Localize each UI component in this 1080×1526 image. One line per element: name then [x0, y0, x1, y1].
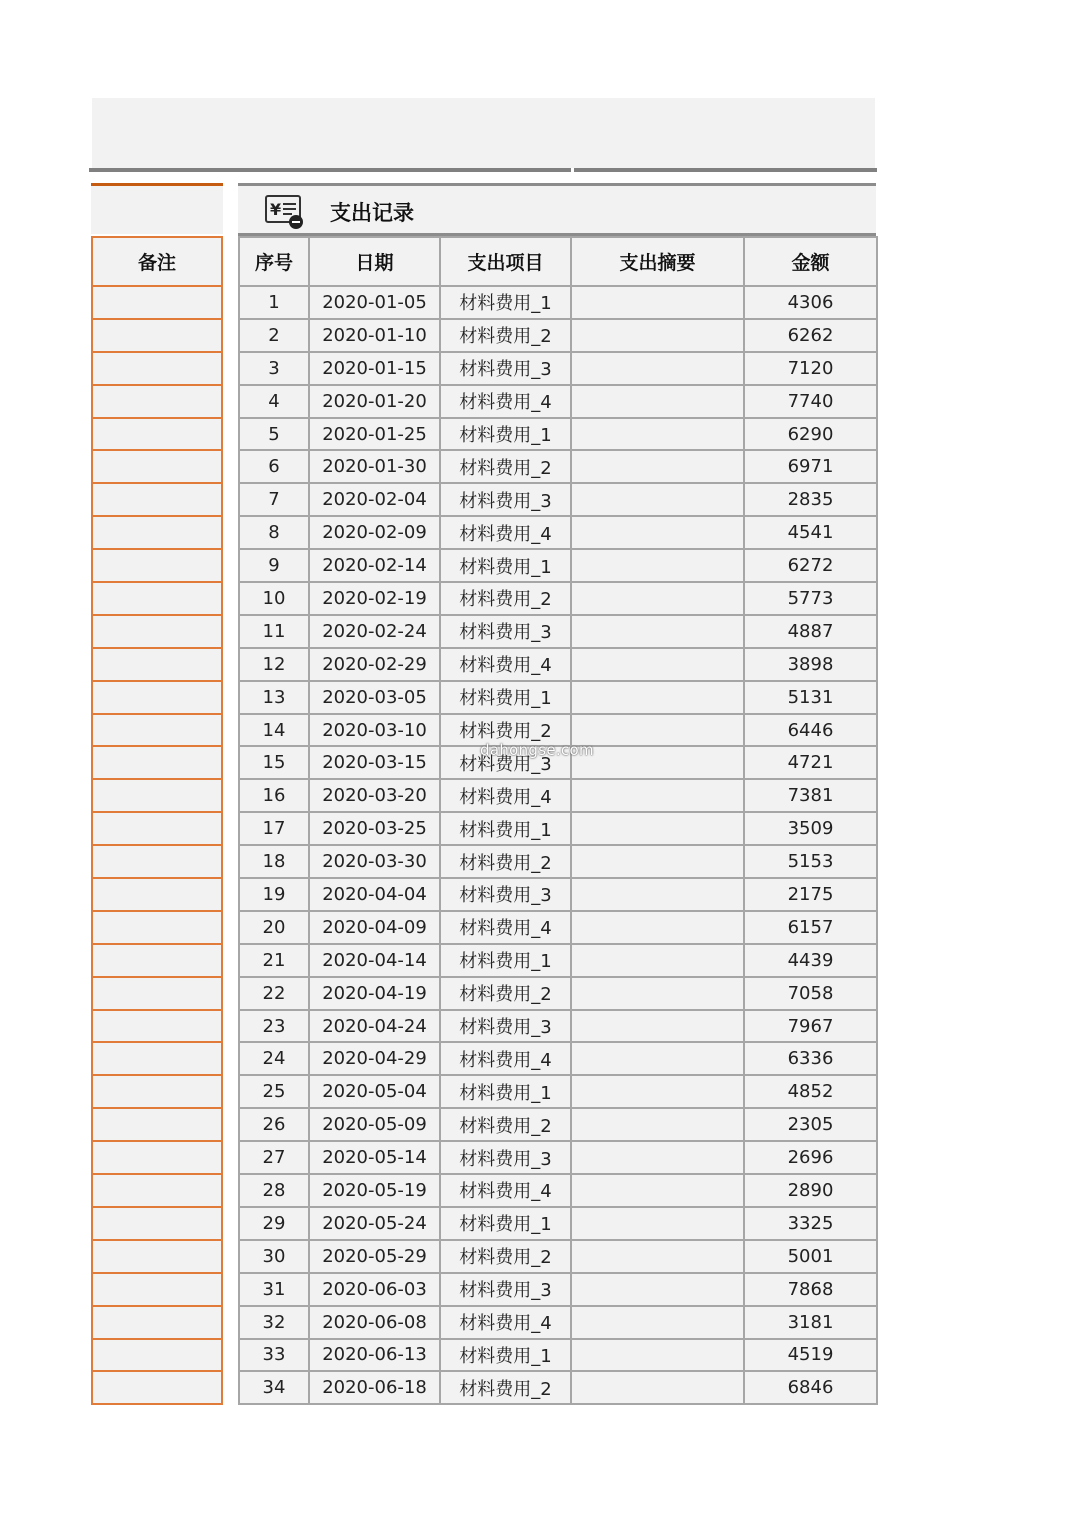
table-row — [239, 1108, 877, 1141]
cell-amount[interactable]: 6272 — [744, 549, 877, 582]
cell-seq[interactable]: 20 — [239, 911, 309, 944]
cell-date[interactable]: 2020-06-03 — [309, 1273, 440, 1306]
cell-seq[interactable]: 25 — [239, 1075, 309, 1108]
cell-summary[interactable] — [571, 1240, 744, 1273]
cell-item[interactable]: 材料费用_3 — [440, 878, 571, 911]
notes-cell[interactable] — [92, 845, 222, 878]
notes-row — [92, 878, 222, 911]
notes-cell[interactable] — [92, 1010, 222, 1043]
column-header-date: 日期 — [309, 237, 440, 286]
cell-date[interactable]: 2020-05-24 — [309, 1207, 440, 1240]
cell-item[interactable]: 材料费用_2 — [440, 1108, 571, 1141]
table-row — [239, 286, 877, 319]
cell-amount[interactable]: 7120 — [744, 352, 877, 385]
notes-cell[interactable] — [92, 1371, 222, 1404]
cell-summary[interactable] — [571, 878, 744, 911]
notes-row — [92, 1108, 222, 1141]
notes-row — [92, 1240, 222, 1273]
cell-seq[interactable]: 34 — [239, 1371, 309, 1404]
table-row — [239, 418, 877, 451]
cell-seq[interactable]: 31 — [239, 1273, 309, 1306]
cell-amount[interactable]: 3325 — [744, 1207, 877, 1240]
cell-summary[interactable] — [571, 944, 744, 977]
notes-cell[interactable] — [92, 1273, 222, 1306]
cell-summary[interactable] — [571, 1371, 744, 1404]
cell-summary[interactable] — [571, 1010, 744, 1043]
table-row — [239, 779, 877, 812]
table-row — [239, 516, 877, 549]
cell-seq[interactable]: 2 — [239, 319, 309, 352]
cell-date[interactable]: 2020-04-09 — [309, 911, 440, 944]
notes-row — [92, 1141, 222, 1174]
cell-date[interactable]: 2020-03-10 — [309, 714, 440, 747]
cell-amount[interactable]: 4541 — [744, 516, 877, 549]
cell-seq[interactable]: 6 — [239, 450, 309, 483]
cell-date[interactable]: 2020-01-30 — [309, 450, 440, 483]
notes-row — [92, 582, 222, 615]
notes-cell[interactable] — [92, 1174, 222, 1207]
cell-amount[interactable]: 5131 — [744, 681, 877, 714]
cell-date[interactable]: 2020-03-20 — [309, 779, 440, 812]
watermark: dahongse.com — [480, 741, 594, 759]
notes-row — [92, 779, 222, 812]
cell-date[interactable]: 2020-03-25 — [309, 812, 440, 845]
cell-seq[interactable]: 1 — [239, 286, 309, 319]
notes-row — [92, 352, 222, 385]
cell-date[interactable]: 2020-02-09 — [309, 516, 440, 549]
title-band — [238, 186, 876, 234]
cell-amount[interactable]: 6336 — [744, 1042, 877, 1075]
column-header-item: 支出项目 — [440, 237, 571, 286]
cell-date[interactable]: 2020-03-05 — [309, 681, 440, 714]
expense-records-table — [238, 236, 878, 1405]
cell-summary[interactable] — [571, 1075, 744, 1108]
cell-date[interactable]: 2020-05-09 — [309, 1108, 440, 1141]
notes-row — [92, 549, 222, 582]
cell-summary[interactable] — [571, 812, 744, 845]
top-divider-right — [574, 168, 877, 172]
notes-row — [92, 1273, 222, 1306]
notes-cell[interactable] — [92, 385, 222, 418]
table-row — [239, 812, 877, 845]
cell-summary[interactable] — [571, 1339, 744, 1372]
cell-summary[interactable] — [571, 516, 744, 549]
cell-seq[interactable]: 16 — [239, 779, 309, 812]
table-row — [239, 385, 877, 418]
notes-cell[interactable] — [92, 911, 222, 944]
cell-summary[interactable] — [571, 977, 744, 1010]
table-row — [239, 1240, 877, 1273]
notes-cell[interactable] — [92, 714, 222, 747]
cell-summary[interactable] — [571, 385, 744, 418]
notes-row — [92, 845, 222, 878]
cell-date[interactable]: 2020-01-05 — [309, 286, 440, 319]
notes-row — [92, 1075, 222, 1108]
cell-summary[interactable] — [571, 1042, 744, 1075]
cell-seq[interactable]: 18 — [239, 845, 309, 878]
notes-cell[interactable] — [92, 779, 222, 812]
cell-date[interactable]: 2020-05-04 — [309, 1075, 440, 1108]
cell-item[interactable]: 材料费用_3 — [440, 615, 571, 648]
cell-date[interactable]: 2020-04-19 — [309, 977, 440, 1010]
notes-cell[interactable] — [92, 944, 222, 977]
table-row — [239, 1010, 877, 1043]
notes-row — [92, 516, 222, 549]
notes-cell[interactable] — [92, 1306, 222, 1339]
column-header-summary: 支出摘要 — [571, 237, 744, 286]
cell-summary[interactable] — [571, 845, 744, 878]
cell-date[interactable]: 2020-02-19 — [309, 582, 440, 615]
notes-cell[interactable] — [92, 1108, 222, 1141]
cell-seq[interactable]: 30 — [239, 1240, 309, 1273]
cell-amount[interactable]: 7381 — [744, 779, 877, 812]
cell-seq[interactable]: 7 — [239, 483, 309, 516]
table-row — [239, 1141, 877, 1174]
notes-cell[interactable] — [92, 549, 222, 582]
cell-amount[interactable]: 4721 — [744, 746, 877, 779]
notes-cell[interactable] — [92, 1075, 222, 1108]
cell-item[interactable]: 材料费用_3 — [440, 746, 571, 779]
notes-cell[interactable] — [92, 418, 222, 451]
cell-summary[interactable] — [571, 582, 744, 615]
notes-row — [92, 483, 222, 516]
cell-item[interactable]: 材料费用_1 — [440, 286, 571, 319]
cell-amount[interactable]: 3509 — [744, 812, 877, 845]
cell-item[interactable]: 材料费用_1 — [440, 812, 571, 845]
cell-item[interactable]: 材料费用_2 — [440, 977, 571, 1010]
table-header-row — [239, 237, 877, 286]
notes-row — [92, 812, 222, 845]
cell-seq[interactable]: 21 — [239, 944, 309, 977]
cell-amount[interactable]: 6446 — [744, 714, 877, 747]
cell-summary[interactable] — [571, 648, 744, 681]
cell-item[interactable]: 材料费用_2 — [440, 319, 571, 352]
cell-item[interactable]: 材料费用_1 — [440, 944, 571, 977]
cell-item[interactable]: 材料费用_1 — [440, 1075, 571, 1108]
table-row — [239, 582, 877, 615]
notes-cell[interactable] — [92, 319, 222, 352]
cell-seq[interactable]: 12 — [239, 648, 309, 681]
notes-cell[interactable] — [92, 582, 222, 615]
cell-amount[interactable]: 4306 — [744, 286, 877, 319]
notes-row — [92, 1010, 222, 1043]
notes-cell[interactable] — [92, 878, 222, 911]
cell-item[interactable]: 材料费用_1 — [440, 1339, 571, 1372]
notes-cell[interactable] — [92, 746, 222, 779]
cell-seq[interactable]: 27 — [239, 1141, 309, 1174]
cell-date[interactable]: 2020-04-04 — [309, 878, 440, 911]
cell-amount[interactable]: 2835 — [744, 483, 877, 516]
notes-cell[interactable] — [92, 1339, 222, 1372]
cell-item[interactable]: 材料费用_2 — [440, 1371, 571, 1404]
cell-item[interactable]: 材料费用_3 — [440, 352, 571, 385]
table-row — [239, 483, 877, 516]
notes-row — [92, 1174, 222, 1207]
cell-summary[interactable] — [571, 1207, 744, 1240]
cell-seq[interactable]: 11 — [239, 615, 309, 648]
cell-summary[interactable] — [571, 483, 744, 516]
table-row — [239, 648, 877, 681]
cell-amount[interactable]: 6262 — [744, 319, 877, 352]
notes-cell[interactable] — [92, 681, 222, 714]
cell-summary[interactable] — [571, 746, 744, 779]
cell-seq[interactable]: 10 — [239, 582, 309, 615]
notes-row — [92, 944, 222, 977]
cell-seq[interactable]: 13 — [239, 681, 309, 714]
cell-date[interactable]: 2020-06-18 — [309, 1371, 440, 1404]
cell-amount[interactable]: 2305 — [744, 1108, 877, 1141]
table-row — [239, 450, 877, 483]
notes-cell[interactable] — [92, 352, 222, 385]
table-row — [239, 352, 877, 385]
cell-summary[interactable] — [571, 1174, 744, 1207]
cell-item[interactable]: 材料费用_4 — [440, 516, 571, 549]
table-row — [239, 911, 877, 944]
notes-row — [92, 1306, 222, 1339]
cell-seq[interactable]: 17 — [239, 812, 309, 845]
cell-item[interactable]: 材料费用_4 — [440, 911, 571, 944]
cell-amount[interactable]: 6290 — [744, 418, 877, 451]
notes-cell[interactable] — [92, 648, 222, 681]
cell-summary[interactable] — [571, 418, 744, 451]
cell-item[interactable]: 材料费用_3 — [440, 1141, 571, 1174]
notes-header: 备注 — [92, 237, 222, 286]
cell-amount[interactable]: 6157 — [744, 911, 877, 944]
cell-amount[interactable]: 3898 — [744, 648, 877, 681]
cell-date[interactable]: 2020-03-15 — [309, 746, 440, 779]
cell-seq[interactable]: 24 — [239, 1042, 309, 1075]
cell-item[interactable]: 材料费用_4 — [440, 385, 571, 418]
cell-seq[interactable]: 19 — [239, 878, 309, 911]
cell-date[interactable]: 2020-02-24 — [309, 615, 440, 648]
cell-summary[interactable] — [571, 319, 744, 352]
cell-amount[interactable]: 4439 — [744, 944, 877, 977]
notes-cell[interactable] — [92, 450, 222, 483]
cell-date[interactable]: 2020-02-29 — [309, 648, 440, 681]
yuan-receipt-minus-icon — [264, 194, 306, 230]
notes-title-spacer — [91, 186, 223, 234]
table-row — [239, 1273, 877, 1306]
cell-summary[interactable] — [571, 911, 744, 944]
cell-seq[interactable]: 32 — [239, 1306, 309, 1339]
cell-seq[interactable]: 28 — [239, 1174, 309, 1207]
notes-row — [92, 1371, 222, 1404]
cell-amount[interactable]: 6971 — [744, 450, 877, 483]
cell-item[interactable]: 材料费用_1 — [440, 418, 571, 451]
cell-summary[interactable] — [571, 1306, 744, 1339]
cell-amount[interactable]: 7868 — [744, 1273, 877, 1306]
table-row — [239, 1207, 877, 1240]
cell-amount[interactable]: 5001 — [744, 1240, 877, 1273]
cell-date[interactable]: 2020-06-08 — [309, 1306, 440, 1339]
cell-date[interactable]: 2020-03-30 — [309, 845, 440, 878]
table-row — [239, 1042, 877, 1075]
cell-seq[interactable]: 22 — [239, 977, 309, 1010]
cell-seq[interactable]: 29 — [239, 1207, 309, 1240]
cell-summary[interactable] — [571, 681, 744, 714]
cell-summary[interactable] — [571, 549, 744, 582]
cell-seq[interactable]: 33 — [239, 1339, 309, 1372]
cell-seq[interactable]: 8 — [239, 516, 309, 549]
notes-row — [92, 746, 222, 779]
notes-cell[interactable] — [92, 286, 222, 319]
cell-seq[interactable]: 26 — [239, 1108, 309, 1141]
notes-row — [92, 1207, 222, 1240]
notes-cell[interactable] — [92, 1207, 222, 1240]
notes-row — [92, 615, 222, 648]
notes-row — [92, 1339, 222, 1372]
cell-item[interactable]: 材料费用_2 — [440, 845, 571, 878]
cell-date[interactable]: 2020-05-19 — [309, 1174, 440, 1207]
svg-text:¥: ¥ — [270, 200, 282, 219]
notes-column-table — [91, 236, 223, 1405]
cell-item[interactable]: 材料费用_4 — [440, 1174, 571, 1207]
cell-date[interactable]: 2020-01-25 — [309, 418, 440, 451]
cell-date[interactable]: 2020-01-15 — [309, 352, 440, 385]
notes-cell[interactable] — [92, 812, 222, 845]
table-row — [239, 1339, 877, 1372]
cell-seq[interactable]: 5 — [239, 418, 309, 451]
cell-seq[interactable]: 9 — [239, 549, 309, 582]
notes-row — [92, 714, 222, 747]
cell-summary[interactable] — [571, 615, 744, 648]
notes-cell[interactable] — [92, 516, 222, 549]
cell-amount[interactable]: 2696 — [744, 1141, 877, 1174]
cell-summary[interactable] — [571, 450, 744, 483]
notes-cell[interactable] — [92, 615, 222, 648]
cell-amount[interactable]: 4887 — [744, 615, 877, 648]
cell-date[interactable]: 2020-01-10 — [309, 319, 440, 352]
cell-item[interactable]: 材料费用_1 — [440, 549, 571, 582]
cell-summary[interactable] — [571, 286, 744, 319]
cell-item[interactable]: 材料费用_2 — [440, 714, 571, 747]
cell-item[interactable]: 材料费用_3 — [440, 1010, 571, 1043]
cell-item[interactable]: 材料费用_4 — [440, 1306, 571, 1339]
notes-row — [92, 911, 222, 944]
cell-summary[interactable] — [571, 352, 744, 385]
notes-cell[interactable] — [92, 1240, 222, 1273]
table-row — [239, 1371, 877, 1404]
cell-item[interactable]: 材料费用_4 — [440, 779, 571, 812]
table-row — [239, 549, 877, 582]
notes-row — [92, 385, 222, 418]
cell-date[interactable]: 2020-06-13 — [309, 1339, 440, 1372]
column-header-seq: 序号 — [239, 237, 309, 286]
top-divider-left — [89, 168, 571, 172]
notes-row — [92, 977, 222, 1010]
cell-amount[interactable]: 5773 — [744, 582, 877, 615]
table-row — [239, 1306, 877, 1339]
top-banner — [92, 98, 875, 168]
notes-row — [92, 418, 222, 451]
notes-cell[interactable] — [92, 1042, 222, 1075]
cell-date[interactable]: 2020-04-29 — [309, 1042, 440, 1075]
cell-seq[interactable]: 15 — [239, 746, 309, 779]
cell-seq[interactable]: 14 — [239, 714, 309, 747]
cell-amount[interactable]: 7967 — [744, 1010, 877, 1043]
cell-date[interactable]: 2020-05-14 — [309, 1141, 440, 1174]
notes-row — [92, 286, 222, 319]
cell-amount[interactable]: 6846 — [744, 1371, 877, 1404]
cell-item[interactable]: 材料费用_4 — [440, 648, 571, 681]
cell-summary[interactable] — [571, 714, 744, 747]
notes-cell[interactable] — [92, 977, 222, 1010]
table-row — [239, 681, 877, 714]
column-header-amount: 金额 — [744, 237, 877, 286]
cell-date[interactable]: 2020-02-14 — [309, 549, 440, 582]
cell-amount[interactable]: 7058 — [744, 977, 877, 1010]
cell-amount[interactable]: 4852 — [744, 1075, 877, 1108]
cell-amount[interactable]: 4519 — [744, 1339, 877, 1372]
cell-item[interactable]: 材料费用_3 — [440, 483, 571, 516]
cell-seq[interactable]: 4 — [239, 385, 309, 418]
cell-item[interactable]: 材料费用_1 — [440, 1207, 571, 1240]
cell-item[interactable]: 材料费用_2 — [440, 1240, 571, 1273]
notes-cell[interactable] — [92, 1141, 222, 1174]
page-title: 支出记录 — [330, 201, 414, 225]
cell-amount[interactable]: 3181 — [744, 1306, 877, 1339]
notes-row — [92, 450, 222, 483]
cell-amount[interactable]: 7740 — [744, 385, 877, 418]
cell-date[interactable]: 2020-05-29 — [309, 1240, 440, 1273]
notes-cell[interactable] — [92, 483, 222, 516]
table-row — [239, 1075, 877, 1108]
cell-amount[interactable]: 5153 — [744, 845, 877, 878]
notes-row — [92, 1042, 222, 1075]
cell-summary[interactable] — [571, 1273, 744, 1306]
table-row — [239, 977, 877, 1010]
cell-date[interactable]: 2020-01-20 — [309, 385, 440, 418]
cell-summary[interactable] — [571, 1141, 744, 1174]
cell-summary[interactable] — [571, 1108, 744, 1141]
notes-row — [92, 681, 222, 714]
cell-date[interactable]: 2020-04-24 — [309, 1010, 440, 1043]
table-row — [239, 878, 877, 911]
table-row — [239, 1174, 877, 1207]
cell-date[interactable]: 2020-04-14 — [309, 944, 440, 977]
notes-row — [92, 319, 222, 352]
cell-amount[interactable]: 2175 — [744, 878, 877, 911]
table-row — [239, 845, 877, 878]
table-row — [239, 944, 877, 977]
cell-item[interactable]: 材料费用_3 — [440, 1273, 571, 1306]
cell-seq[interactable]: 23 — [239, 1010, 309, 1043]
cell-item[interactable]: 材料费用_4 — [440, 1042, 571, 1075]
cell-item[interactable]: 材料费用_1 — [440, 681, 571, 714]
cell-amount[interactable]: 2890 — [744, 1174, 877, 1207]
table-row — [239, 319, 877, 352]
cell-item[interactable]: 材料费用_2 — [440, 582, 571, 615]
table-row — [239, 615, 877, 648]
cell-seq[interactable]: 3 — [239, 352, 309, 385]
notes-row — [92, 648, 222, 681]
cell-summary[interactable] — [571, 779, 744, 812]
cell-date[interactable]: 2020-02-04 — [309, 483, 440, 516]
cell-item[interactable]: 材料费用_2 — [440, 450, 571, 483]
